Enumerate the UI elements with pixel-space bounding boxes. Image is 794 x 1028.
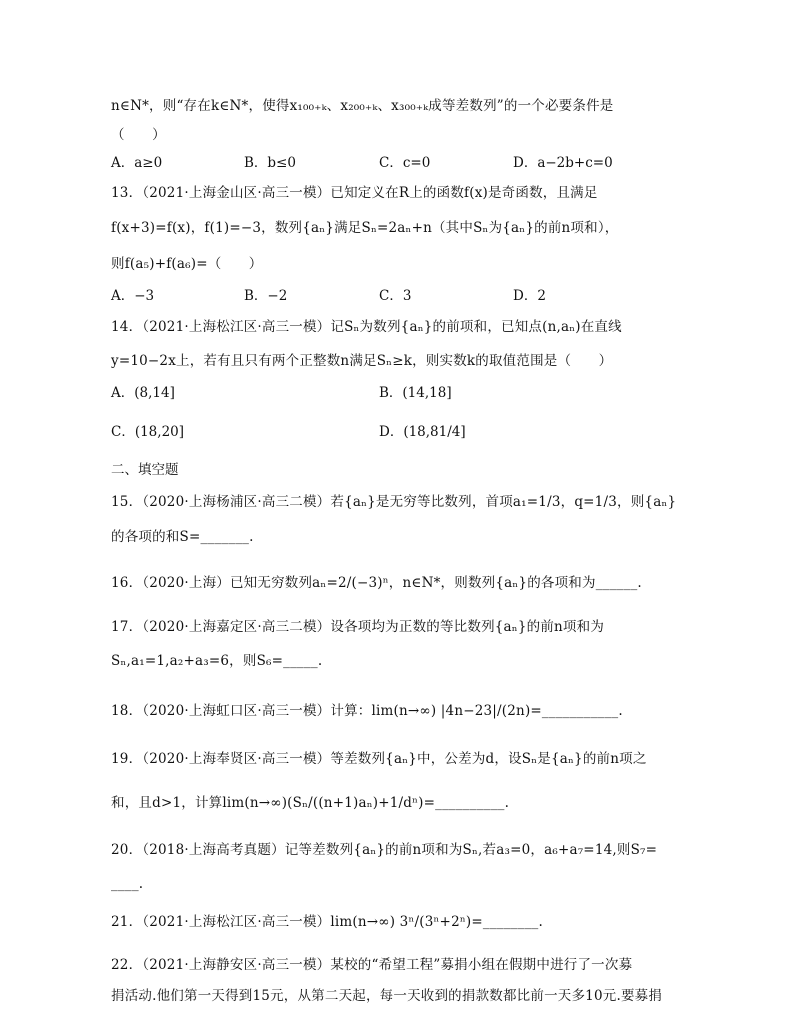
q13-line-3: 则f(a₅)+f(a₆)=（ ） bbox=[111, 256, 263, 272]
q14-option-c: C．(18,20] bbox=[111, 424, 185, 440]
q13-line-1: 13．（2021·上海金山区·高三一模）已知定义在R上的函数f(x)是奇函数，且满足 bbox=[111, 185, 598, 201]
q13-option-a: A．−3 bbox=[111, 288, 155, 304]
section-heading: 二、填空题 bbox=[111, 462, 179, 478]
q14-line-2: y=10−2x上，若有且只有两个正整数n满足Sₙ≥k，则实数k的取值范围是（ ） bbox=[111, 353, 613, 369]
q12-stem-line: n∈N*，则“存在k∈N*，使得x₁₀₀₊ₖ、x₂₀₀₊ₖ、x₃₀₀₊ₖ成等差数列”的一个必要条件是 bbox=[111, 98, 614, 114]
q12-answer-bracket: （ ） bbox=[111, 127, 166, 143]
q15-line-1: 15．（2020·上海杨浦区·高三二模）若{aₙ}是无穷等比数列，首项a₁=1/3，q=1/3，则{aₙ} bbox=[111, 494, 677, 510]
q19-line-2: 和，且d>1，计算lim(n→∞)(Sₙ/((n+1)aₙ)+1/dⁿ)=__________. bbox=[111, 795, 510, 811]
q13-option-c: C．3 bbox=[379, 288, 412, 304]
q15-line-2: 的各项的和S=_______. bbox=[111, 529, 254, 545]
q12-option-c: C．c=0 bbox=[379, 155, 431, 171]
q12-option-b: B．b≤0 bbox=[244, 155, 296, 171]
q14-option-a: A．(8,14] bbox=[111, 385, 175, 401]
q13-option-b: B．−2 bbox=[244, 288, 288, 304]
q22-line-1: 22．（2021·上海静安区·高三一模）某校的“希望工程”募捐小组在假期中进行了一次募 bbox=[111, 957, 633, 973]
q12-option-d: D．a−2b+c=0 bbox=[513, 155, 613, 171]
q14-option-b: B．(14,18] bbox=[379, 385, 452, 401]
q12-option-a: A．a≥0 bbox=[111, 155, 163, 171]
q21-line: 21．（2021·上海松江区·高三一模）lim(n→∞) 3ⁿ/(3ⁿ+2ⁿ)=________. bbox=[111, 914, 543, 930]
q13-option-d: D．2 bbox=[513, 288, 546, 304]
q18-line: 18．（2020·上海虹口区·高三一模）计算：lim(n→∞) |4n−23|/(2n)=___________. bbox=[111, 703, 623, 719]
q16-line: 16．（2020·上海）已知无穷数列aₙ=2/(−3)ⁿ，n∈N*，则数列{aₙ}的各项和为______. bbox=[111, 575, 642, 591]
q17-line-1: 17．（2020·上海嘉定区·高三二模）设各项均为正数的等比数列{aₙ}的前n项和为 bbox=[111, 619, 605, 635]
q20-line-2: ____. bbox=[111, 876, 144, 892]
q20-line-1: 20．（2018·上海高考真题）记等差数列{aₙ}的前n项和为Sₙ,若a₃=0，a₆+a₇=14,则S₇= bbox=[111, 842, 658, 858]
q13-line-2: f(x+3)=f(x)，f(1)=−3，数列{aₙ}满足Sₙ=2aₙ+n（其中Sₙ为{aₙ}的前n项和）， bbox=[111, 220, 619, 236]
q17-line-2: Sₙ,a₁=1,a₂+a₃=6，则S₆=_____. bbox=[111, 653, 323, 669]
q19-line-1: 19．（2020·上海奉贤区·高三一模）等差数列{aₙ}中，公差为d，设Sₙ是{aₙ}的前n项之 bbox=[111, 751, 647, 767]
q22-line-2: 捐活动.他们第一天得到15元，从第二天起，每一天收到的捐款数都比前一天多10元.要募捐 bbox=[111, 988, 663, 1004]
q14-line-1: 14．（2021·上海松江区·高三一模）记Sₙ为数列{aₙ}的前项和，已知点(n,aₙ)在直线 bbox=[111, 319, 622, 335]
q14-option-d: D．(18,81/4] bbox=[379, 424, 466, 440]
